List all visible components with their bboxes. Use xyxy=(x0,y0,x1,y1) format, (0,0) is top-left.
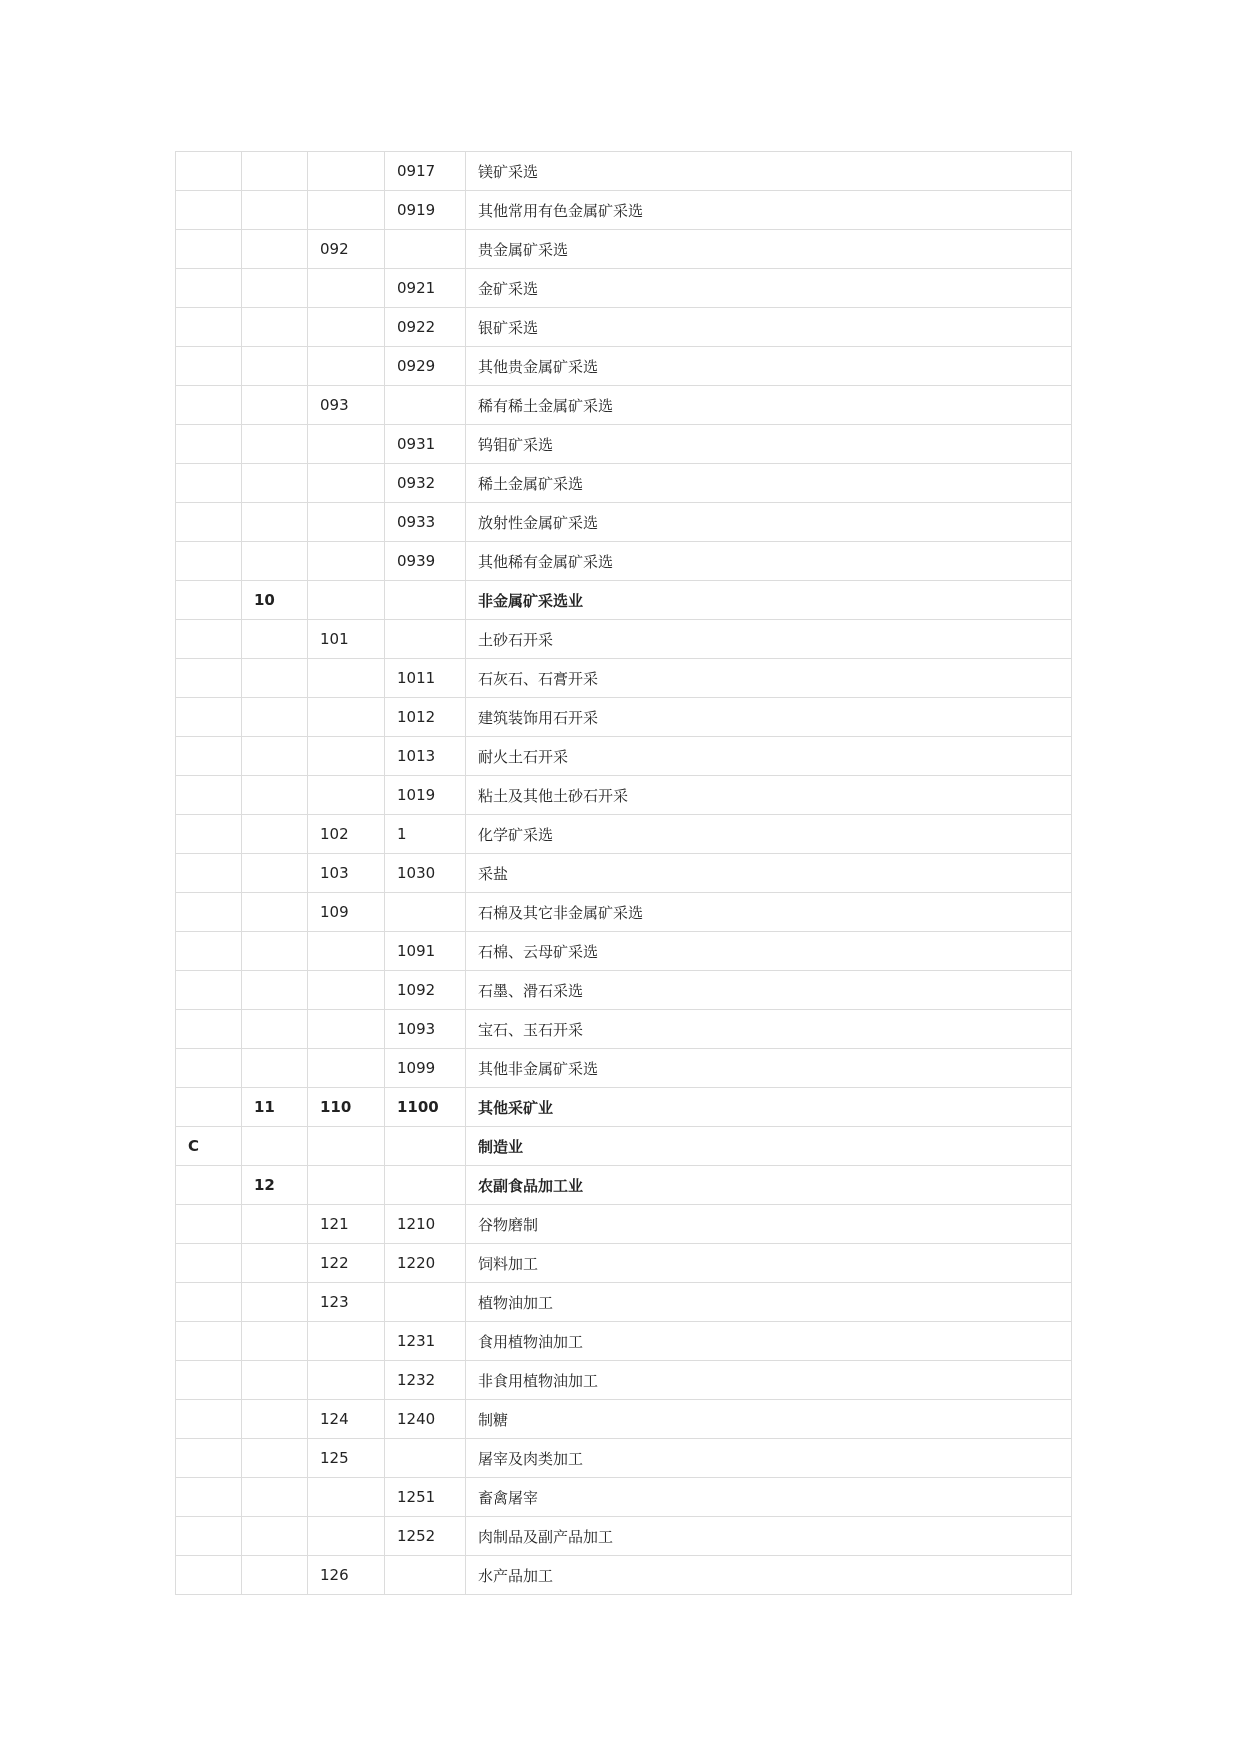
table-row xyxy=(176,191,1072,230)
table-row xyxy=(176,1049,1072,1088)
section-cell xyxy=(176,1049,242,1088)
table-row xyxy=(176,1283,1072,1322)
industry-name-cell: 放射性金属矿采选 xyxy=(466,503,1072,542)
division-cell xyxy=(242,1556,308,1595)
section-cell xyxy=(176,659,242,698)
section-cell xyxy=(176,503,242,542)
class-cell xyxy=(385,386,466,425)
class-cell: 0932 xyxy=(385,464,466,503)
industry-name-cell: 石棉及其它非金属矿采选 xyxy=(466,893,1072,932)
division-cell xyxy=(242,308,308,347)
section-cell xyxy=(176,1244,242,1283)
table-row xyxy=(176,815,1072,854)
industry-name-cell: 石棉、云母矿采选 xyxy=(466,932,1072,971)
division-cell xyxy=(242,854,308,893)
division-cell xyxy=(242,1439,308,1478)
division-cell xyxy=(242,230,308,269)
table-row xyxy=(176,698,1072,737)
group-cell xyxy=(308,542,385,581)
group-cell xyxy=(308,1517,385,1556)
division-cell xyxy=(242,1478,308,1517)
industry-name-cell: 制糖 xyxy=(466,1400,1072,1439)
industry-name-cell: 石墨、滑石采选 xyxy=(466,971,1072,1010)
section-cell xyxy=(176,1361,242,1400)
class-cell: 0929 xyxy=(385,347,466,386)
class-cell: 1019 xyxy=(385,776,466,815)
group-cell: 123 xyxy=(308,1283,385,1322)
industry-name-cell: 石灰石、石膏开采 xyxy=(466,659,1072,698)
table-row xyxy=(176,620,1072,659)
class-cell xyxy=(385,1166,466,1205)
class-cell: 1012 xyxy=(385,698,466,737)
division-cell xyxy=(242,1244,308,1283)
group-cell: 121 xyxy=(308,1205,385,1244)
division-cell xyxy=(242,269,308,308)
section-cell xyxy=(176,1478,242,1517)
industry-name-cell: 土砂石开采 xyxy=(466,620,1072,659)
section-cell xyxy=(176,464,242,503)
industry-name-cell: 稀土金属矿采选 xyxy=(466,464,1072,503)
division-cell xyxy=(242,620,308,659)
table-row xyxy=(176,542,1072,581)
division-cell: 11 xyxy=(242,1088,308,1127)
section-cell xyxy=(176,854,242,893)
division-cell xyxy=(242,893,308,932)
group-cell xyxy=(308,152,385,191)
table-row xyxy=(176,659,1072,698)
group-cell: 126 xyxy=(308,1556,385,1595)
group-cell xyxy=(308,581,385,620)
class-cell: 0922 xyxy=(385,308,466,347)
class-cell xyxy=(385,1556,466,1595)
section-cell xyxy=(176,737,242,776)
class-cell xyxy=(385,1127,466,1166)
section-cell xyxy=(176,1556,242,1595)
section-cell xyxy=(176,971,242,1010)
section-cell xyxy=(176,347,242,386)
industry-name-cell: 化学矿采选 xyxy=(466,815,1072,854)
industry-name-cell: 屠宰及肉类加工 xyxy=(466,1439,1072,1478)
industry-name-cell: 银矿采选 xyxy=(466,308,1072,347)
industry-classification-table xyxy=(175,151,1072,1595)
division-cell: 12 xyxy=(242,1166,308,1205)
industry-name-cell: 其他稀有金属矿采选 xyxy=(466,542,1072,581)
division-cell xyxy=(242,1127,308,1166)
class-cell xyxy=(385,581,466,620)
class-cell: 0919 xyxy=(385,191,466,230)
group-cell xyxy=(308,1127,385,1166)
industry-name-cell: 稀有稀土金属矿采选 xyxy=(466,386,1072,425)
section-cell xyxy=(176,815,242,854)
industry-name-cell: 植物油加工 xyxy=(466,1283,1072,1322)
section-cell xyxy=(176,1322,242,1361)
group-cell xyxy=(308,425,385,464)
industry-name-cell: 制造业 xyxy=(466,1127,1072,1166)
industry-name-cell: 肉制品及副产品加工 xyxy=(466,1517,1072,1556)
class-cell xyxy=(385,893,466,932)
table-row xyxy=(176,1010,1072,1049)
group-cell xyxy=(308,1361,385,1400)
group-cell xyxy=(308,971,385,1010)
class-cell: 1 xyxy=(385,815,466,854)
table-row xyxy=(176,230,1072,269)
division-cell xyxy=(242,347,308,386)
class-cell: 1013 xyxy=(385,737,466,776)
division-cell xyxy=(242,425,308,464)
division-cell xyxy=(242,971,308,1010)
section-cell xyxy=(176,620,242,659)
group-cell: 109 xyxy=(308,893,385,932)
group-cell: 102 xyxy=(308,815,385,854)
group-cell: 110 xyxy=(308,1088,385,1127)
table-row xyxy=(176,269,1072,308)
division-cell xyxy=(242,503,308,542)
table-row xyxy=(176,1088,1072,1127)
group-cell xyxy=(308,737,385,776)
group-cell xyxy=(308,269,385,308)
class-cell: 0931 xyxy=(385,425,466,464)
section-cell xyxy=(176,1205,242,1244)
class-cell: 1093 xyxy=(385,1010,466,1049)
industry-name-cell: 金矿采选 xyxy=(466,269,1072,308)
division-cell xyxy=(242,659,308,698)
group-cell xyxy=(308,698,385,737)
industry-name-cell: 镁矿采选 xyxy=(466,152,1072,191)
class-cell: 1240 xyxy=(385,1400,466,1439)
group-cell xyxy=(308,464,385,503)
section-cell xyxy=(176,1400,242,1439)
table-row xyxy=(176,152,1072,191)
class-cell xyxy=(385,1283,466,1322)
group-cell xyxy=(308,308,385,347)
table-row xyxy=(176,503,1072,542)
table-row xyxy=(176,425,1072,464)
table-body xyxy=(176,152,1072,1595)
industry-name-cell: 水产品加工 xyxy=(466,1556,1072,1595)
division-cell xyxy=(242,1205,308,1244)
class-cell: 1092 xyxy=(385,971,466,1010)
section-cell xyxy=(176,542,242,581)
table-row xyxy=(176,1517,1072,1556)
industry-name-cell: 饲料加工 xyxy=(466,1244,1072,1283)
table-row xyxy=(176,1400,1072,1439)
group-cell xyxy=(308,1322,385,1361)
industry-name-cell: 谷物磨制 xyxy=(466,1205,1072,1244)
table-row xyxy=(176,1205,1072,1244)
table-row xyxy=(176,1244,1072,1283)
class-cell xyxy=(385,1439,466,1478)
industry-name-cell: 建筑装饰用石开采 xyxy=(466,698,1072,737)
table-row xyxy=(176,1322,1072,1361)
industry-name-cell: 其他采矿业 xyxy=(466,1088,1072,1127)
class-cell: 0933 xyxy=(385,503,466,542)
group-cell xyxy=(308,1478,385,1517)
table-row xyxy=(176,932,1072,971)
section-cell xyxy=(176,1283,242,1322)
division-cell xyxy=(242,1010,308,1049)
class-cell: 1011 xyxy=(385,659,466,698)
section-cell xyxy=(176,1517,242,1556)
table-row xyxy=(176,1556,1072,1595)
table-row xyxy=(176,893,1072,932)
section-cell xyxy=(176,308,242,347)
section-cell xyxy=(176,1010,242,1049)
table-row xyxy=(176,386,1072,425)
class-cell: 1220 xyxy=(385,1244,466,1283)
group-cell xyxy=(308,1166,385,1205)
group-cell xyxy=(308,503,385,542)
group-cell xyxy=(308,1049,385,1088)
section-cell xyxy=(176,932,242,971)
division-cell xyxy=(242,776,308,815)
industry-name-cell: 贵金属矿采选 xyxy=(466,230,1072,269)
table-row xyxy=(176,776,1072,815)
group-cell: 092 xyxy=(308,230,385,269)
industry-name-cell: 非食用植物油加工 xyxy=(466,1361,1072,1400)
class-cell xyxy=(385,230,466,269)
group-cell xyxy=(308,347,385,386)
group-cell: 122 xyxy=(308,1244,385,1283)
group-cell xyxy=(308,659,385,698)
table-row xyxy=(176,347,1072,386)
section-cell: C xyxy=(176,1127,242,1166)
class-cell xyxy=(385,620,466,659)
class-cell: 1232 xyxy=(385,1361,466,1400)
section-cell xyxy=(176,386,242,425)
group-cell xyxy=(308,191,385,230)
division-cell xyxy=(242,698,308,737)
table-row xyxy=(176,737,1072,776)
class-cell: 1210 xyxy=(385,1205,466,1244)
industry-name-cell: 耐火土石开采 xyxy=(466,737,1072,776)
division-cell xyxy=(242,1400,308,1439)
section-cell xyxy=(176,425,242,464)
group-cell: 101 xyxy=(308,620,385,659)
group-cell: 125 xyxy=(308,1439,385,1478)
table-row xyxy=(176,1439,1072,1478)
division-cell xyxy=(242,815,308,854)
class-cell: 0921 xyxy=(385,269,466,308)
table-row xyxy=(176,308,1072,347)
group-cell: 093 xyxy=(308,386,385,425)
industry-name-cell: 畜禽屠宰 xyxy=(466,1478,1072,1517)
industry-name-cell: 粘土及其他土砂石开采 xyxy=(466,776,1072,815)
class-cell: 0939 xyxy=(385,542,466,581)
class-cell: 1231 xyxy=(385,1322,466,1361)
section-cell xyxy=(176,581,242,620)
section-cell xyxy=(176,1088,242,1127)
group-cell xyxy=(308,1010,385,1049)
division-cell xyxy=(242,191,308,230)
division-cell xyxy=(242,1283,308,1322)
table-row xyxy=(176,581,1072,620)
class-cell: 1099 xyxy=(385,1049,466,1088)
section-cell xyxy=(176,1439,242,1478)
class-cell: 1091 xyxy=(385,932,466,971)
table-row xyxy=(176,971,1072,1010)
table-row xyxy=(176,1361,1072,1400)
class-cell: 1030 xyxy=(385,854,466,893)
table-row xyxy=(176,1478,1072,1517)
division-cell xyxy=(242,386,308,425)
industry-name-cell: 其他常用有色金属矿采选 xyxy=(466,191,1072,230)
class-cell: 1251 xyxy=(385,1478,466,1517)
section-cell xyxy=(176,230,242,269)
division-cell xyxy=(242,1517,308,1556)
division-cell xyxy=(242,464,308,503)
division-cell xyxy=(242,152,308,191)
division-cell xyxy=(242,1049,308,1088)
table-row xyxy=(176,464,1072,503)
group-cell xyxy=(308,932,385,971)
industry-name-cell: 钨钼矿采选 xyxy=(466,425,1072,464)
industry-name-cell: 其他非金属矿采选 xyxy=(466,1049,1072,1088)
section-cell xyxy=(176,776,242,815)
class-cell: 1252 xyxy=(385,1517,466,1556)
section-cell xyxy=(176,698,242,737)
section-cell xyxy=(176,152,242,191)
section-cell xyxy=(176,191,242,230)
industry-name-cell: 宝石、玉石开采 xyxy=(466,1010,1072,1049)
section-cell xyxy=(176,1166,242,1205)
division-cell xyxy=(242,1322,308,1361)
division-cell xyxy=(242,542,308,581)
section-cell xyxy=(176,893,242,932)
industry-name-cell: 采盐 xyxy=(466,854,1072,893)
table-row xyxy=(176,1127,1072,1166)
group-cell xyxy=(308,776,385,815)
division-cell xyxy=(242,737,308,776)
industry-name-cell: 其他贵金属矿采选 xyxy=(466,347,1072,386)
class-cell: 0917 xyxy=(385,152,466,191)
section-cell xyxy=(176,269,242,308)
group-cell: 103 xyxy=(308,854,385,893)
industry-name-cell: 农副食品加工业 xyxy=(466,1166,1072,1205)
table-row xyxy=(176,1166,1072,1205)
industry-name-cell: 非金属矿采选业 xyxy=(466,581,1072,620)
group-cell: 124 xyxy=(308,1400,385,1439)
division-cell: 10 xyxy=(242,581,308,620)
division-cell xyxy=(242,932,308,971)
class-cell: 1100 xyxy=(385,1088,466,1127)
division-cell xyxy=(242,1361,308,1400)
table-row xyxy=(176,854,1072,893)
industry-name-cell: 食用植物油加工 xyxy=(466,1322,1072,1361)
